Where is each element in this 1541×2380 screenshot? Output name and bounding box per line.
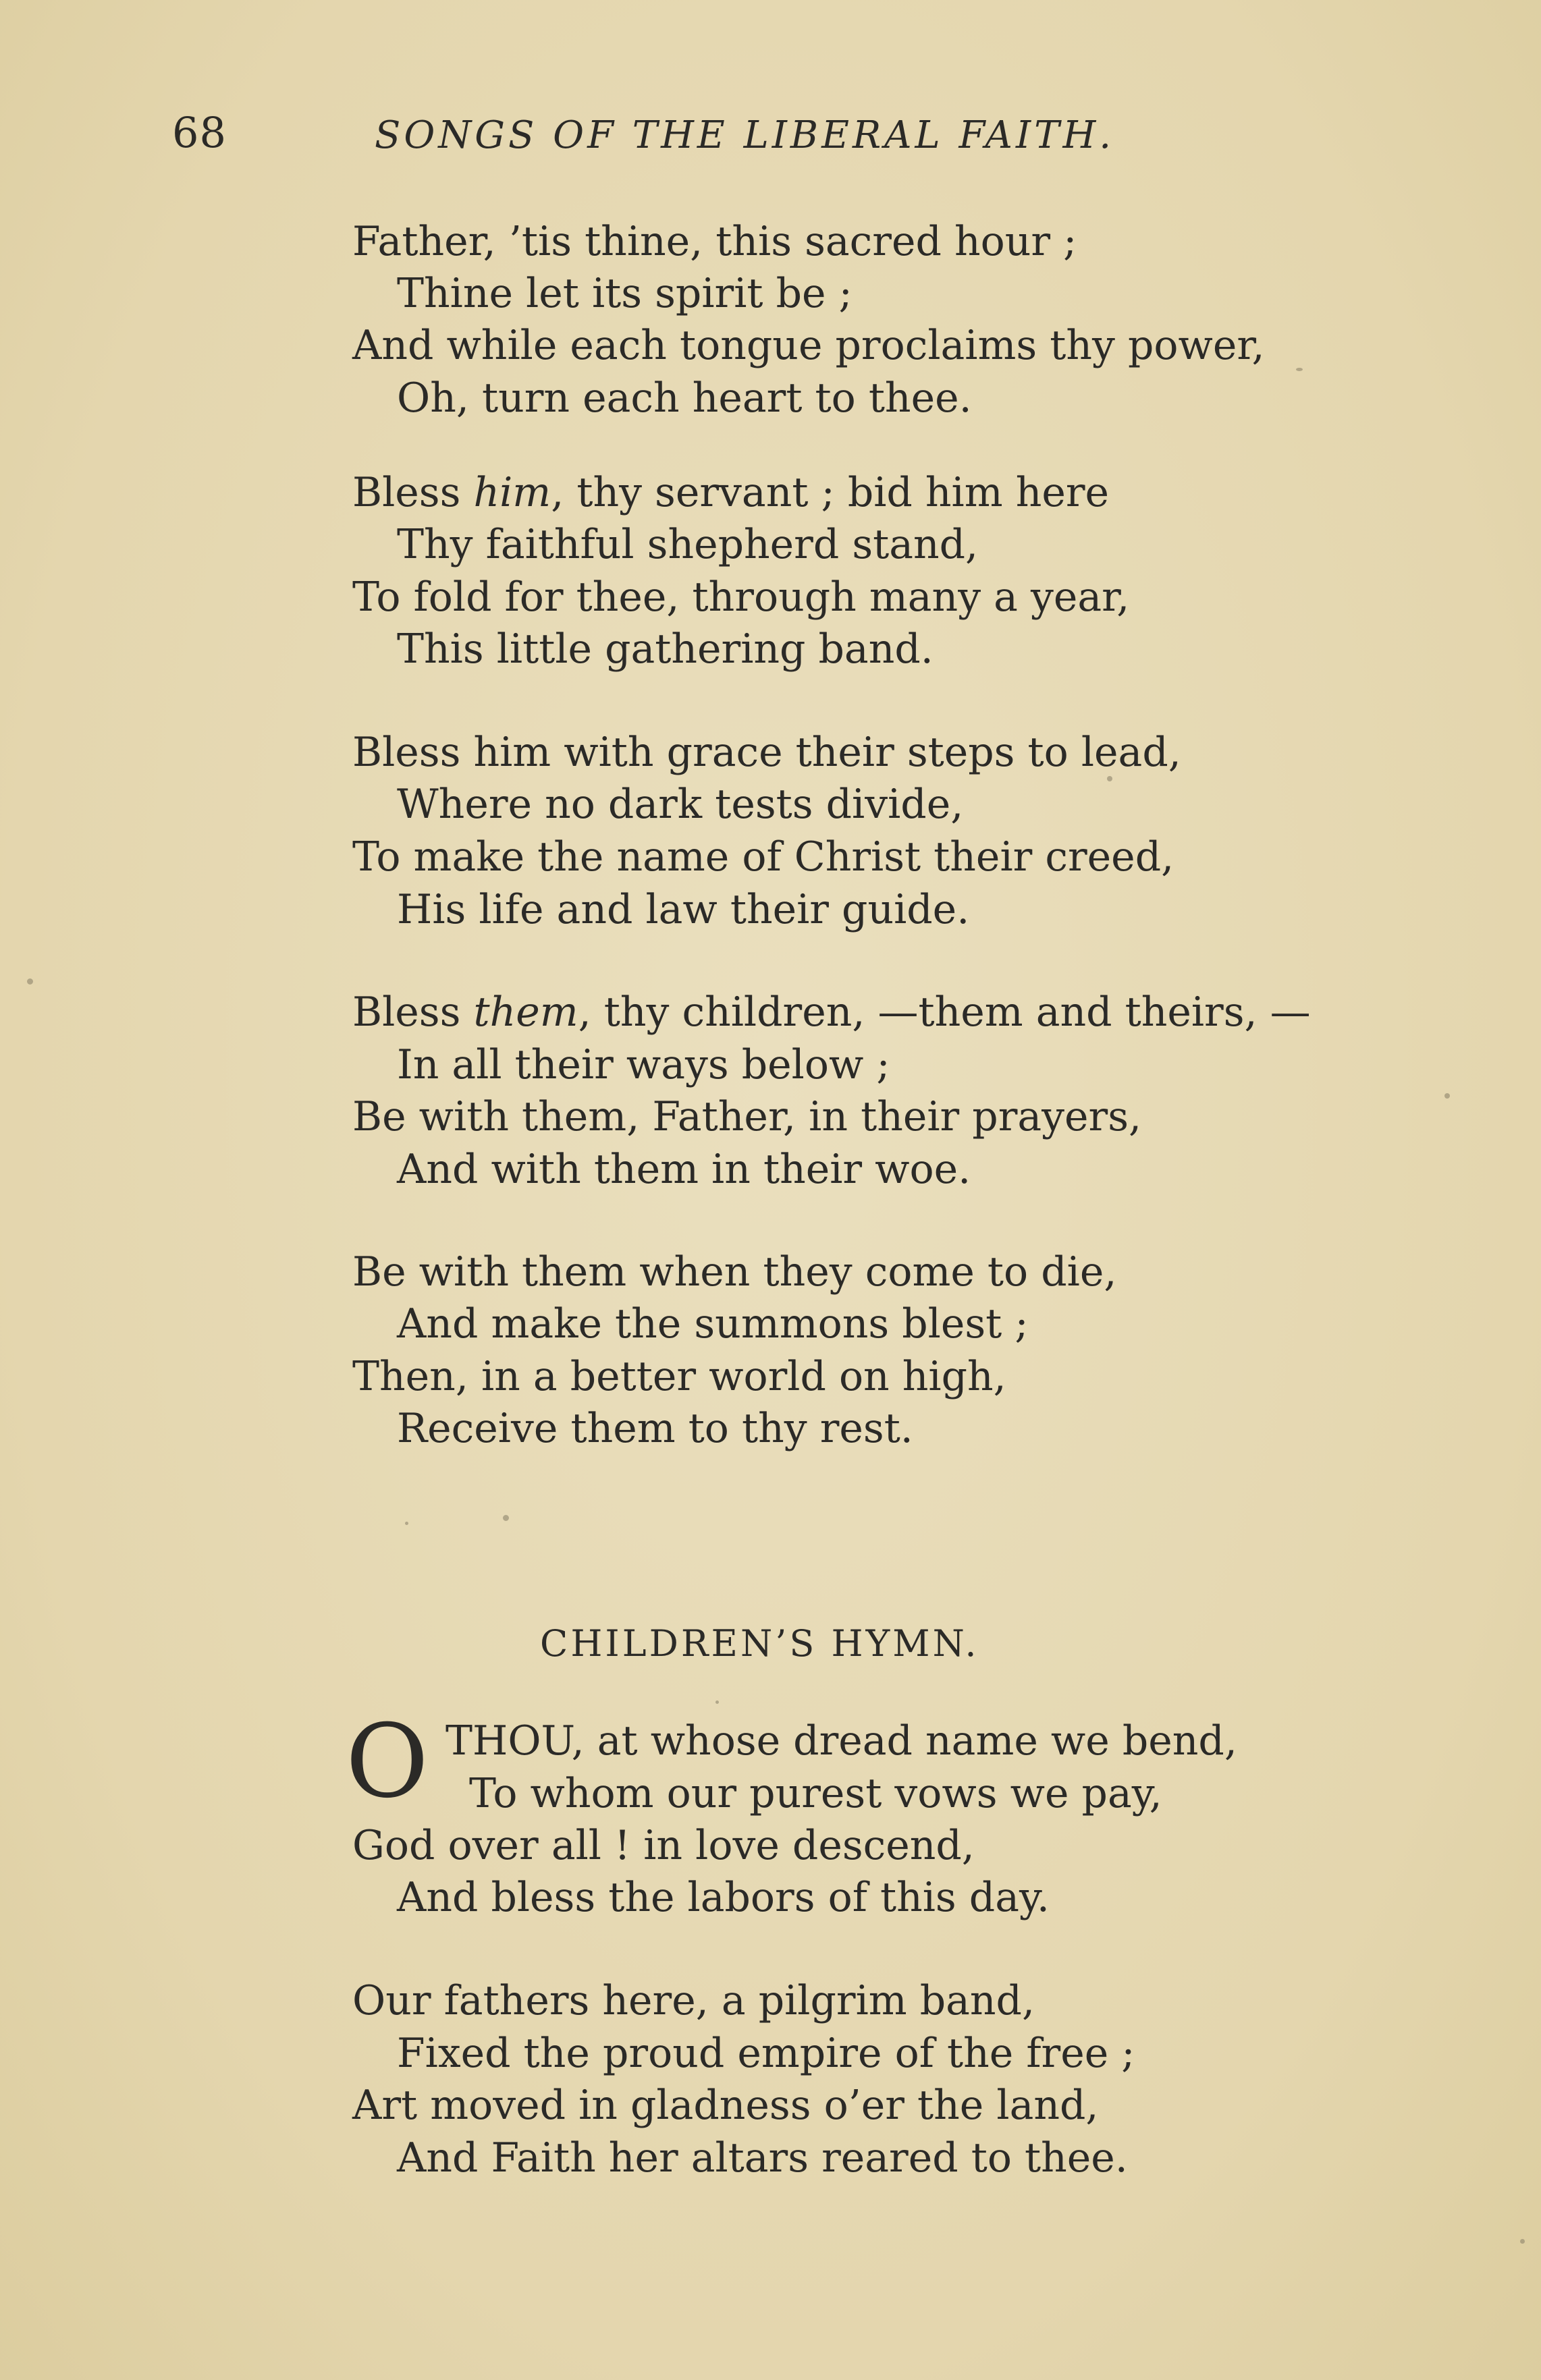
verse-text: Bless (352, 989, 474, 1036)
verse-line: Where no dark tests divide, (397, 781, 964, 828)
verse-line: Be with them when they come to die, (352, 1248, 1117, 1296)
verse-line: His life and law their guide. (397, 886, 970, 933)
verse-line: To make the name of Christ their creed, (352, 833, 1174, 881)
paper-speck (1444, 1093, 1450, 1099)
verse-emphasis: him (473, 469, 551, 516)
verse-line: Thine let its spirit be ; (397, 270, 853, 317)
verse-line (352, 469, 1110, 516)
paper-speck (1296, 368, 1303, 371)
verse-line: Our fathers here, a pilgrim band, (352, 1977, 1035, 2024)
verse-line: And bless the labors of this day. (397, 1874, 1050, 1921)
verse-line: And with them in their woe. (397, 1146, 971, 1193)
paper-speck (715, 1700, 719, 1704)
paper-speck (1107, 776, 1112, 781)
paper-speck (27, 978, 33, 985)
verse-text: , thy servant ; bid him here (551, 469, 1110, 516)
verse-line: To fold for thee, through many a year, (352, 574, 1130, 621)
verse-line: Be with them, Father, in their prayers, (352, 1093, 1142, 1140)
verse-line: Bless him with grace their steps to lead, (352, 729, 1181, 776)
verse-line: THOU, at whose dread name we bend, (445, 1717, 1237, 1765)
verse-line: Receive them to thy rest. (397, 1405, 913, 1452)
page-number: 68 (172, 108, 227, 157)
verse-line: And while each tongue proclaims thy power, (352, 322, 1265, 369)
verse-line: Fixed the proud empire of the free ; (397, 2030, 1135, 2077)
verse-line: And make the summons blest ; (397, 1300, 1029, 1348)
hymn-title: CHILDREN’S HYMN. (540, 1622, 979, 1665)
verse-emphasis: them (473, 989, 578, 1036)
verse-text: Bless (352, 469, 474, 516)
page-header (0, 108, 1541, 169)
verse-line: Thy faithful shepherd stand, (397, 521, 979, 568)
paper-speck (1520, 2239, 1525, 2244)
drop-cap: O (346, 1703, 429, 1821)
verse-line (352, 989, 1311, 1036)
paper-speck (405, 1522, 408, 1525)
verse-line: In all their ways below ; (397, 1041, 890, 1088)
verse-line: Then, in a better world on high, (352, 1353, 1006, 1400)
paper-speck (503, 1515, 509, 1521)
verse-line: Father, ’tis thine, this sacred hour ; (352, 218, 1077, 265)
verse-line: Oh, turn each heart to thee. (397, 375, 972, 422)
verse-line: This little gathering band. (397, 626, 934, 673)
running-title: SONGS OF THE LIBERAL FAITH. (375, 113, 1115, 157)
verse-line: And Faith her altars reared to thee. (397, 2134, 1128, 2182)
verse-text: , thy children, —them and theirs, — (578, 989, 1311, 1036)
verse-line: To whom our purest vows we pay, (469, 1770, 1162, 1817)
verse-line: Art moved in gladness o’er the land, (352, 2082, 1099, 2129)
verse-line: God over all ! in love descend, (352, 1822, 975, 1869)
